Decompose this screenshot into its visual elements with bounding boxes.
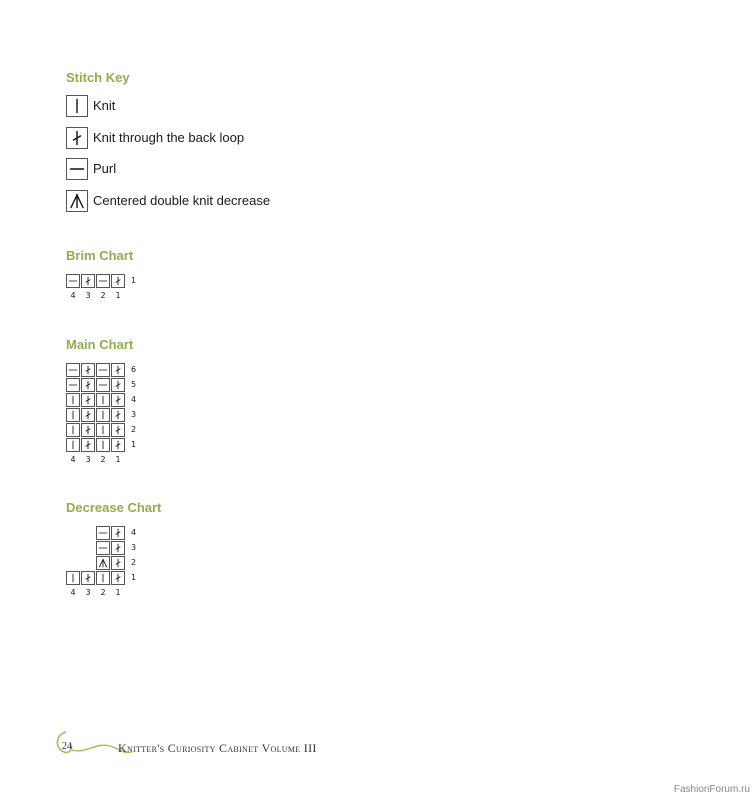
stitch-key-title: Stitch Key — [66, 70, 130, 85]
chart-cell-purl — [96, 378, 110, 392]
chart-cell-purl — [66, 378, 80, 392]
tbl-symbol-icon — [112, 394, 124, 406]
row-number: 5 — [131, 380, 137, 389]
purl-symbol-icon — [97, 527, 109, 539]
chart-cell-knit — [96, 571, 110, 585]
tbl-symbol-icon — [82, 364, 94, 376]
stitch-symbol-box — [66, 95, 88, 117]
column-number: 2 — [100, 291, 106, 300]
purl-symbol-icon — [97, 379, 109, 391]
stitch-key-label: Knit — [93, 98, 116, 113]
book-title: Knitter's Curiosity Cabinet Volume III — [118, 741, 317, 755]
column-number: 2 — [100, 588, 106, 597]
knit-symbol-icon — [97, 572, 109, 584]
column-number: 2 — [100, 455, 106, 464]
chart-cell-tbl — [111, 408, 125, 422]
tbl-symbol-icon — [112, 424, 124, 436]
chart-cell-purl — [66, 363, 80, 377]
chart-cell-purl — [96, 363, 110, 377]
purl-symbol-icon — [97, 364, 109, 376]
row-number: 3 — [131, 410, 137, 419]
knit-symbol-icon — [67, 572, 79, 584]
chart-cell-tbl — [111, 378, 125, 392]
row-number: 2 — [131, 425, 137, 434]
chart-cell-knit — [96, 438, 110, 452]
knit-symbol-icon — [67, 424, 79, 436]
chart-cell-tbl — [81, 378, 95, 392]
knit-symbol-icon — [67, 439, 79, 451]
row-number: 1 — [131, 276, 137, 285]
chart-cell-purl — [96, 541, 110, 555]
chart-cell-knit — [96, 393, 110, 407]
tbl-symbol-icon — [112, 379, 124, 391]
chart-cell-tbl — [81, 363, 95, 377]
tbl-symbol-icon — [112, 527, 124, 539]
column-number: 3 — [85, 588, 91, 597]
stitch-symbol-box — [66, 127, 88, 149]
column-number: 4 — [70, 291, 76, 300]
brim-chart-title: Brim Chart — [66, 248, 134, 263]
chart-cell-knit — [66, 423, 80, 437]
purl-symbol-icon — [67, 159, 87, 179]
chart-cell-tbl — [111, 423, 125, 437]
chart-cell-tbl — [111, 541, 125, 555]
tbl-symbol-icon — [82, 439, 94, 451]
watermark: FashionForum.ru — [673, 784, 750, 795]
chart-cell-knit — [66, 571, 80, 585]
chart-cell-tbl — [111, 526, 125, 540]
tbl-symbol-icon — [112, 557, 124, 569]
tbl-symbol-icon — [112, 364, 124, 376]
chart-cell-purl — [66, 274, 80, 288]
chart-cell-tbl — [81, 274, 95, 288]
column-number: 3 — [85, 291, 91, 300]
chart-cell-tbl — [111, 274, 125, 288]
column-number: 4 — [70, 455, 76, 464]
knit-symbol-icon — [97, 424, 109, 436]
tbl-symbol-icon — [82, 394, 94, 406]
chart-cell-tbl — [111, 393, 125, 407]
row-number: 6 — [131, 365, 137, 374]
chart-cell-tbl — [111, 363, 125, 377]
tbl-symbol-icon — [112, 409, 124, 421]
tbl-symbol-icon — [82, 409, 94, 421]
row-number: 2 — [131, 558, 137, 567]
chart-cell-knit — [66, 408, 80, 422]
row-number: 1 — [131, 573, 137, 582]
purl-symbol-icon — [67, 364, 79, 376]
chart-cell-tbl — [81, 408, 95, 422]
stitch-symbol-box — [66, 190, 88, 212]
tbl-symbol-icon — [82, 379, 94, 391]
stitch-key-label: Knit through the back loop — [93, 130, 245, 145]
stitch-symbol-box — [66, 158, 88, 180]
cdd-symbol-icon — [67, 191, 87, 211]
tbl-symbol-icon — [112, 439, 124, 451]
tbl-symbol-icon — [112, 542, 124, 554]
decrease-chart-title: Decrease Chart — [66, 500, 162, 515]
chart-cell-purl — [96, 526, 110, 540]
page-number: 24 — [62, 741, 72, 752]
row-number: 1 — [131, 440, 137, 449]
knit-symbol-icon — [67, 409, 79, 421]
column-number: 1 — [115, 588, 121, 597]
row-number: 3 — [131, 543, 137, 552]
chart-cell-tbl — [111, 438, 125, 452]
chart-cell-tbl — [81, 438, 95, 452]
knit-symbol-icon — [97, 409, 109, 421]
chart-cell-knit — [96, 423, 110, 437]
column-number: 3 — [85, 455, 91, 464]
tbl-symbol-icon — [112, 275, 124, 287]
tbl-symbol-icon — [82, 424, 94, 436]
tbl-symbol-icon — [82, 275, 94, 287]
main-chart-title: Main Chart — [66, 337, 134, 352]
chart-cell-knit — [96, 408, 110, 422]
knit-symbol-icon — [67, 394, 79, 406]
tbl-symbol-icon — [112, 572, 124, 584]
chart-cell-tbl — [81, 571, 95, 585]
chart-cell-tbl — [111, 571, 125, 585]
knit-symbol-icon — [97, 394, 109, 406]
tbl-symbol-icon — [82, 572, 94, 584]
column-number: 1 — [115, 455, 121, 464]
knit-symbol-icon — [67, 96, 87, 116]
cdd-symbol-icon — [97, 557, 109, 569]
stitch-key-label: Purl — [93, 161, 117, 176]
purl-symbol-icon — [97, 275, 109, 287]
knit-symbol-icon — [97, 439, 109, 451]
chart-cell-knit — [66, 438, 80, 452]
stitch-key-label: Centered double knit decrease — [93, 193, 271, 208]
column-number: 4 — [70, 588, 76, 597]
tbl-symbol-icon — [67, 128, 87, 148]
chart-cell-tbl — [81, 423, 95, 437]
purl-symbol-icon — [67, 379, 79, 391]
row-number: 4 — [131, 528, 137, 537]
row-number: 4 — [131, 395, 137, 404]
chart-cell-cdd — [96, 556, 110, 570]
purl-symbol-icon — [67, 275, 79, 287]
purl-symbol-icon — [97, 542, 109, 554]
chart-cell-purl — [96, 274, 110, 288]
chart-cell-tbl — [81, 393, 95, 407]
chart-cell-knit — [66, 393, 80, 407]
chart-cell-tbl — [111, 556, 125, 570]
column-number: 1 — [115, 291, 121, 300]
